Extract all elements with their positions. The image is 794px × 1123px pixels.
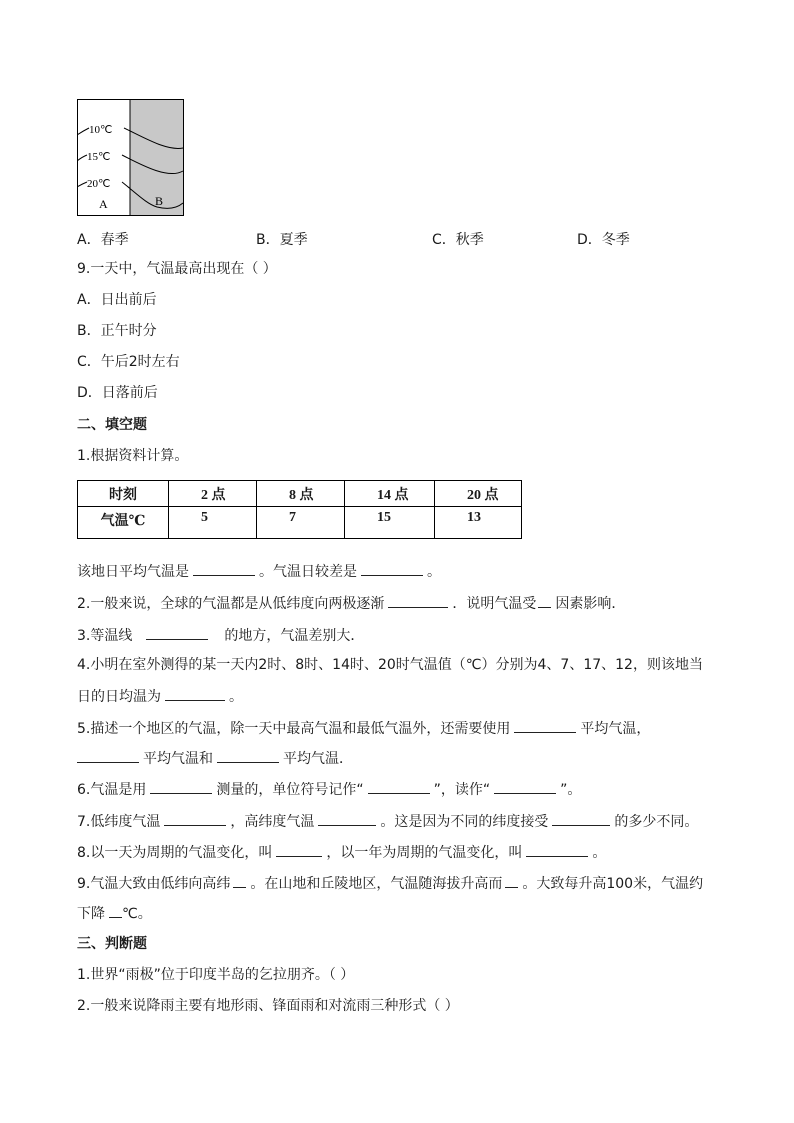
table-cell: 15: [345, 507, 435, 539]
region-label-b: B: [155, 194, 164, 208]
text-segment: 6.气温是用: [77, 782, 147, 798]
answer-blank[interactable]: [164, 811, 226, 826]
table-header-cell: 2 点: [169, 481, 257, 507]
answer-blank[interactable]: [361, 561, 423, 576]
isotherm-diagram: [77, 99, 184, 216]
table-row: [78, 507, 522, 539]
answer-blank[interactable]: [77, 748, 139, 763]
q8-option-d: D．冬季: [577, 232, 630, 248]
s2-q5-line2: [77, 748, 353, 768]
text-segment: 。: [427, 564, 441, 580]
text-segment: 8.以一天为周期的气温变化，叫: [77, 845, 273, 861]
table-header-cell: 时刻: [78, 481, 169, 507]
text-segment: 3.等温线: [77, 628, 133, 644]
isotherm-svg: [77, 99, 184, 216]
answer-blank[interactable]: [150, 779, 212, 794]
text-segment: 的多少不同。: [614, 814, 699, 830]
q8-option-c: C．秋季: [432, 232, 484, 248]
s3-q1: 1.世界“雨极”位于印度半岛的乞拉朋齐。（ ）: [77, 967, 355, 983]
answer-blank[interactable]: [526, 842, 588, 857]
answer-blank[interactable]: [388, 593, 448, 608]
table-cell: 7: [257, 507, 345, 539]
q8-option-a: A．春季: [77, 232, 129, 248]
table-header-row: [78, 481, 522, 507]
s2-q4-line1: 4.小明在室外测得的某一天内2时、8时、14时、20时气温值（℃）分别为4、7、17、12，则该地当: [77, 657, 703, 673]
text-segment: 。: [592, 845, 607, 861]
text-segment: 。: [229, 689, 243, 705]
answer-blank[interactable]: [318, 811, 376, 826]
text-segment: ”，读作“: [433, 782, 491, 798]
answer-blank[interactable]: [368, 779, 430, 794]
table-cell: 气温℃: [78, 507, 169, 539]
text-segment: 平均气温，: [580, 721, 651, 737]
answer-blank[interactable]: [109, 903, 122, 918]
q8-option-b: B．夏季: [256, 232, 308, 248]
answer-blank[interactable]: [217, 748, 279, 763]
s2-q1-stem: 1.根据资料计算。: [77, 448, 189, 464]
text-segment: ”。: [560, 782, 582, 798]
temperature-table: [77, 480, 522, 539]
text-segment: 测量的，单位符号记作“: [216, 782, 364, 798]
s2-q2: [77, 593, 625, 613]
s2-q1-answer-line: [77, 561, 441, 581]
isotherm-label-20: 20℃: [87, 178, 111, 190]
text-segment: 因素影响．: [555, 596, 626, 612]
text-segment: 平均气温和: [143, 751, 213, 767]
text-segment: 5.描述一个地区的气温，除一天中最高气温和最低气温外，还需要使用: [77, 721, 511, 737]
q9-stem: 9.一天中，气温最高出现在（ ）: [77, 261, 277, 277]
table-header-cell: 8 点: [257, 481, 345, 507]
s2-q3: [77, 625, 364, 645]
isotherm-label-10: 10℃: [89, 124, 113, 136]
isotherm-label-15: 15℃: [87, 151, 111, 163]
table-cell: 13: [435, 507, 522, 539]
text-segment: 。气温日较差是: [259, 564, 357, 580]
q9-option-b: B．正午时分: [77, 323, 157, 339]
text-segment: 日的日均温为: [77, 689, 161, 705]
q9-option-d: D．日落前后: [77, 385, 158, 401]
text-segment: 2.一般来说，全球的气温都是从低纬度向两极逐渐: [77, 596, 385, 612]
answer-blank[interactable]: [233, 873, 246, 888]
answer-blank[interactable]: [165, 686, 225, 701]
table-header-cell: 14 点: [345, 481, 435, 507]
s2-q8: [77, 842, 606, 862]
text-segment: ，以一年为周期的气温变化，叫: [326, 845, 523, 861]
text-segment: 。在山地和丘陵地区，气温随海拔升高而: [250, 876, 503, 892]
section3-title: 三、判断题: [77, 936, 147, 952]
text-segment: 9.气温大致由低纬向高纬: [77, 876, 231, 892]
q9-option-c: C．午后2时左右: [77, 354, 180, 370]
text-segment: 7.低纬度气温: [77, 814, 161, 830]
answer-blank[interactable]: [276, 842, 322, 857]
s2-q9-line1: [77, 873, 703, 893]
s2-q4-line2: [77, 686, 243, 706]
s2-q9-line2: [77, 903, 152, 923]
answer-blank[interactable]: [146, 625, 208, 640]
text-segment: 的地方，气温差别大．: [224, 628, 365, 644]
answer-blank[interactable]: [505, 873, 518, 888]
s2-q7: [77, 811, 698, 831]
text-segment: 。这是因为不同的纬度接受: [380, 814, 549, 830]
answer-blank[interactable]: [538, 593, 551, 608]
answer-blank[interactable]: [494, 779, 556, 794]
text-segment: ．说明气温受: [452, 596, 537, 612]
text-segment: 。大致每升高100米，气温约: [522, 876, 704, 892]
s2-q5-line1: [77, 718, 650, 738]
region-label-a: A: [99, 197, 108, 211]
table-cell: 5: [169, 507, 257, 539]
s3-q2: 2.一般来说降雨主要有地形雨、锋面雨和对流雨三种形式（ ）: [77, 998, 459, 1014]
table-header-cell: 20 点: [435, 481, 522, 507]
text-segment: ，高纬度气温: [230, 814, 315, 830]
answer-blank[interactable]: [552, 811, 610, 826]
answer-blank[interactable]: [193, 561, 255, 576]
section2-title: 二、填空题: [77, 417, 147, 433]
text-segment: ℃。: [122, 906, 152, 922]
text-segment: 下降: [77, 906, 105, 922]
s2-q6: [77, 779, 581, 799]
text-segment: 平均气温．: [283, 751, 353, 767]
answer-blank[interactable]: [514, 718, 576, 733]
text-segment: 该地日平均气温是: [77, 564, 189, 580]
q9-option-a: A．日出前后: [77, 292, 157, 308]
